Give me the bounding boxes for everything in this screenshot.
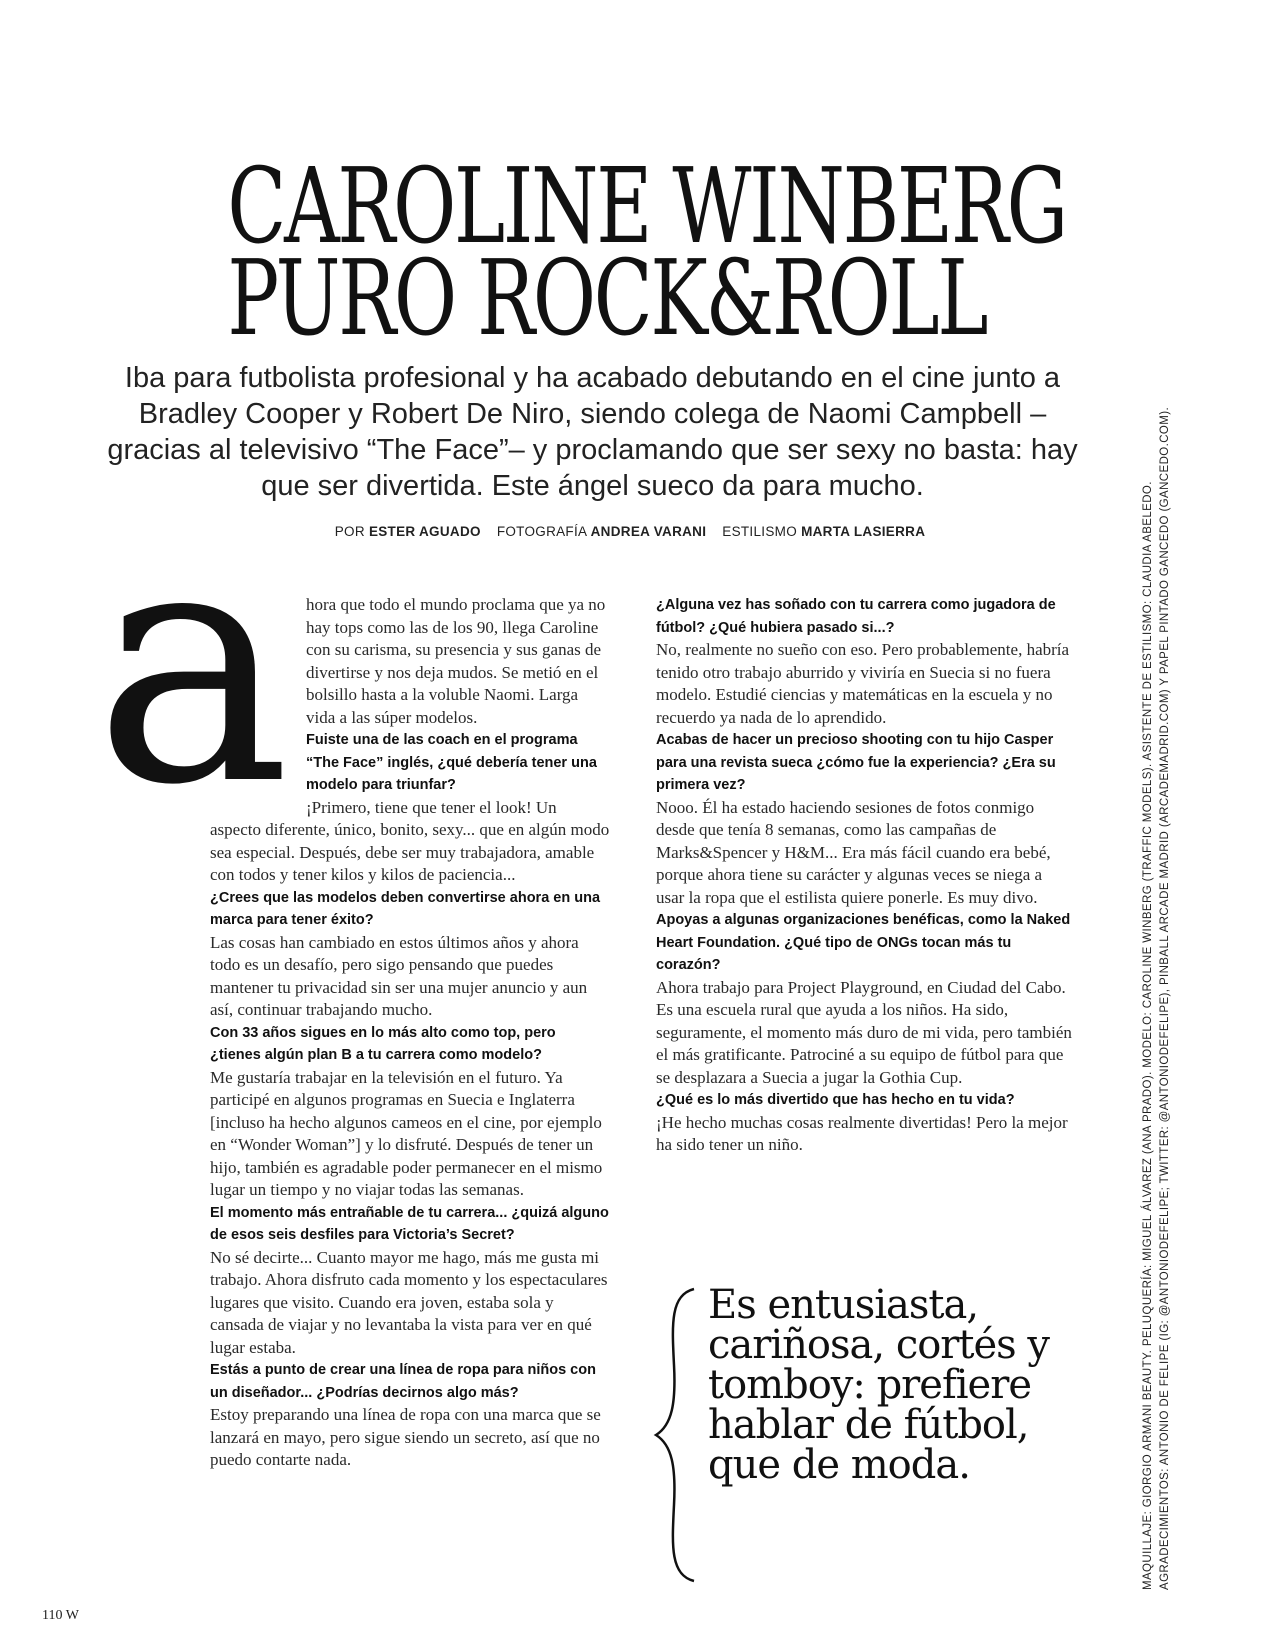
interview-answer: Las cosas han cambiado en estos últimos años y ahora todo es un desafío, pero sigo pensando que puedes mantener tu privacidad sin ser una mujer anuncio y aun así, continuar trabajando mucho.	[210, 932, 588, 1019]
interview-answer: Nooo. Él ha estado haciendo sesiones de fotos conmigo desde que tenía 8 semanas, como las campañas de Marks&Spencer y H&M... Era más fácil cuando era bebé, porque ahora tiene su carácter y algunas veces se niega a usar la ropa que el estilista quiere ponerle. Es muy divo.	[656, 797, 1051, 907]
article-column-1	[210, 594, 610, 1472]
photo-credits	[1140, 390, 1174, 1590]
drop-cap-spacer	[210, 594, 306, 809]
interview-question: ¿Alguna vez has soñado con tu carrera como jugadora de fútbol? ¿Qué hubiera pasado si...?	[656, 597, 1056, 636]
credit-name: MARTA LASIERRA	[801, 524, 926, 539]
pull-quote-text: Es entusiasta, cariñosa, cortés y tomboy: prefiere hablar de fútbol, que de moda.	[708, 1282, 1050, 1488]
interview-answer: ¡Primero, tiene que tener el look! Un aspecto diferente, único, bonito, sexy... que en algún modo sea especial. Después, debe ser muy trabajadora, amable con todos y tener kilos y kilos de paciencia...	[210, 797, 610, 884]
photo-credits-line-1: MAQUILLAJE: GIORGIO ARMANI BEAUTY. PELUQUERÍA: MIGUEL ÁLVAREZ (ANA PRADO). MODELO: CAROLINE WINBERG (TRAFFIC MODELS). ASISTENTE DE ESTILISMO: CLAUDIA ABELEDO.	[1142, 481, 1154, 1590]
interview-question: Fuiste una de las coach en el programa “The Face” inglés, ¿qué debería tener una modelo para triunfar?	[306, 732, 597, 793]
article-dek: Iba para futbolista profesional y ha acabado debutando en el cine junto a Bradley Cooper y Robert De Niro, siendo colega de Naomi Campbell –gracias al televisivo “The Face”– y proclamando que ser sexy no basta: hay que ser divertida. Este ángel sueco da para mucho.	[107, 362, 1078, 502]
credit-label: ESTILISMO	[722, 524, 802, 539]
article-column-2	[656, 594, 1074, 1157]
photo-credits-line-2: AGRADECIMIENTOS: ANTONIO DE FELIPE (IG: @ANTONIODEFELIPE; TWITTER: @ANTONIODEFELIPE), PINBALL ARCADE MADRID (ARCADEMADRID.COM) Y PAPEL PINTADO GANCEDO (GANCEDO.COM).	[1159, 406, 1171, 1590]
title-line-1: CAROLINE WINBERG	[227, 145, 1066, 267]
interview-answer: Me gustaría trabajar en la televisión en el futuro. Ya participé en algunos programas en Suecia e Inglaterra [incluso ha hecho algunos cameos en el cine, por ejemplo en “Wonder Woman”] y lo disfruté. Después de tener un hijo, también es agradable poder permanecer en el mismo lugar un tiempo y no viajar todas las semanas.	[210, 1067, 603, 1199]
byline	[180, 524, 1080, 539]
interview-answer: Ahora trabajo para Project Playground, en Ciudad del Cabo. Es una escuela rural que ayuda a los niños. Ha sido, seguramente, el momento más duro de mi vida, pero también el más gratificante. Patrociné a su equipo de fútbol para que se desplazara a Suecia a jugar la Gothia Cup.	[656, 977, 1072, 1087]
interview-question: Estás a punto de crear una línea de ropa para niños con un diseñador... ¿Podrías decirnos algo más?	[210, 1362, 596, 1401]
title-line-2: PURO ROCK&ROLL	[227, 237, 987, 359]
interview-question: El momento más entrañable de tu carrera... ¿quizá alguno de esos seis desfiles para Victoria’s Secret?	[210, 1204, 609, 1243]
interview-answer: Estoy preparando una línea de ropa con una marca que se lanzará en mayo, pero sigue siendo un secreto, así que no puedo contarte nada.	[210, 1405, 601, 1469]
interview-answer: No, realmente no sueño con eso. Pero probablemente, habría tenido otro trabajo aburrido y viviría en Suecia si no fuera modelo. Estudié ciencias y matemáticas en la escuela y no recuerdo ya nada de lo aprendido.	[656, 640, 1070, 727]
page-number: 110 W	[42, 1608, 79, 1623]
page-title	[227, 145, 1066, 359]
interview-question: Apoyas a algunas organizaciones benéficas, como la Naked Heart Foundation. ¿Qué tipo de ONGs tocan más tu corazón?	[656, 912, 1071, 973]
drop-cap: a	[94, 473, 291, 857]
credit-name: ANDREA VARANI	[590, 524, 707, 539]
interview-question: ¿Crees que las modelos deben convertirse ahora en una marca para tener éxito?	[210, 889, 601, 928]
credit-label: FOTOGRAFÍA	[496, 524, 591, 539]
credit-name: ESTER AGUADO	[368, 524, 481, 539]
credit-item	[722, 524, 925, 539]
interview-question: Con 33 años sigues en lo más alto como top, pero ¿tienes algún plan B a tu carrera como modelo?	[210, 1024, 556, 1063]
credit-item	[335, 524, 497, 539]
interview-answer: hora que todo el mundo proclama que ya no hay tops como las de los 90, llega Caroline con su carisma, su presencia y sus ganas de divertirse y nos deja mudos. Se metió en el bolsillo hasta a la voluble Naomi. Larga vida a las súper modelos.	[306, 595, 606, 727]
credit-label: POR	[334, 524, 369, 539]
interview-answer: No sé decirte... Cuanto mayor me hago, más me gusta mi trabajo. Ahora disfruto cada momento y los espectaculares lugares que visito. Cuando era joven, estaba sola y cansada de viajar y no levantaba la vista para ver en qué lugar estaba.	[210, 1247, 608, 1357]
interview-question: ¿Qué es lo más divertido que has hecho en tu vida?	[656, 1092, 1015, 1108]
pull-quote	[650, 1282, 1090, 1585]
interview-answer: ¡He hecho muchas cosas realmente divertidas! Pero la mejor ha sido tener un niño.	[656, 1112, 1068, 1154]
credit-item	[497, 524, 722, 539]
interview-question: Acabas de hacer un precioso shooting con tu hijo Casper para una revista sueca ¿cómo fue la experiencia? ¿Era su primera vez?	[656, 732, 1056, 793]
curly-brace-icon	[650, 1285, 706, 1585]
